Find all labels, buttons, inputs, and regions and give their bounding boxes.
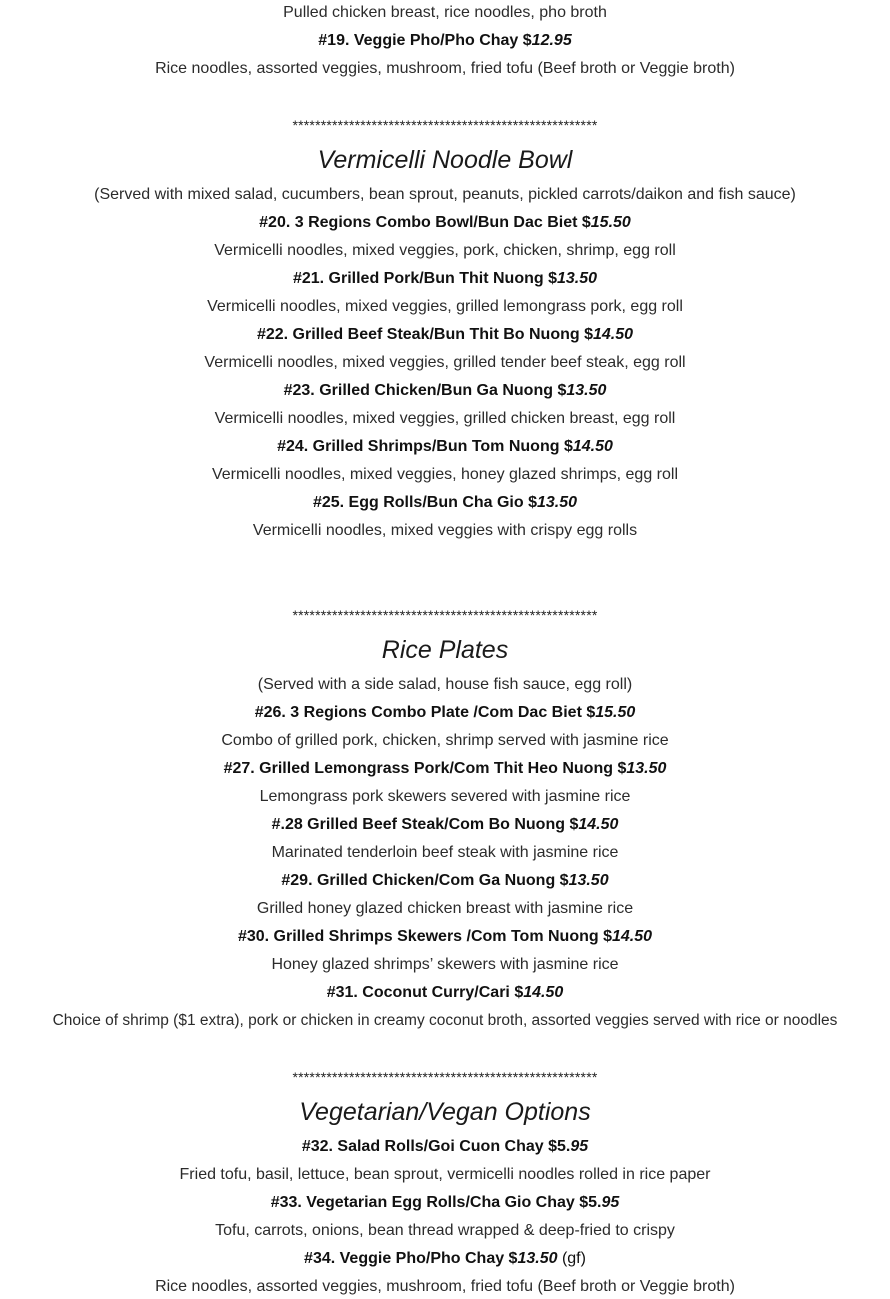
item-description: Vermicelli noodles, mixed veggies with crispy egg rolls: [252, 522, 638, 539]
menu-item-title: #32. Salad Rolls/Goi Cuon Chay $5.95: [301, 1138, 589, 1155]
section-divider: ******************************************************: [292, 1069, 598, 1085]
item-description: Rice noodles, assorted veggies, mushroom, fried tofu (Beef broth or Veggie broth): [155, 60, 735, 77]
item-description: Vermicelli noodles, mixed veggies, pork, chicken, shrimp, egg roll: [214, 242, 676, 259]
item-description: Fried tofu, basil, lettuce, bean sprout, vermicelli noodles rolled in rice paper: [179, 1166, 711, 1183]
item-description: Honey glazed shrimps’ skewers with jasmine rice: [271, 956, 619, 973]
item-description: Pulled chicken breast, rice noodles, pho broth: [283, 4, 607, 21]
menu-item-title: #21. Grilled Pork/Bun Thit Nuong $13.50: [292, 270, 598, 287]
section-note: (Served with mixed salad, cucumbers, bean sprout, peanuts, pickled carrots/daikon and fish sauce): [94, 186, 796, 203]
item-price: 14.50: [578, 816, 619, 833]
item-price: 95: [570, 1138, 589, 1155]
section-heading-vermicelli: Vermicelli Noodle Bowl: [317, 146, 573, 174]
item-price: 15.50: [590, 214, 631, 231]
item-price: 14.50: [593, 326, 634, 343]
menu-item-title: #25. Egg Rolls/Bun Cha Gio $13.50: [312, 494, 578, 511]
menu-item-title: #34. Veggie Pho/Pho Chay $13.50 (gf): [304, 1250, 586, 1267]
item-description: Vermicelli noodles, mixed veggies, grilled lemongrass pork, egg roll: [207, 298, 683, 315]
item-description: Tofu, carrots, onions, bean thread wrapped & deep-fried to crispy: [215, 1222, 675, 1239]
item-price: 14.50: [572, 438, 613, 455]
menu-item-title: #22. Grilled Beef Steak/Bun Thit Bo Nuong $14.50: [256, 326, 634, 343]
section-note: (Served with a side salad, house fish sauce, egg roll): [257, 676, 633, 693]
menu-item-title: #20. 3 Regions Combo Bowl/Bun Dac Biet $15.50: [259, 214, 631, 231]
section-heading-vegetarian: Vegetarian/Vegan Options: [299, 1098, 591, 1126]
item-description: Vermicelli noodles, mixed veggies, honey glazed shrimps, egg roll: [211, 466, 678, 483]
menu-item-title: #29. Grilled Chicken/Com Ga Nuong $13.50: [281, 872, 609, 889]
item-price: 12.95: [531, 32, 572, 49]
menu-item-title: #.28 Grilled Beef Steak/Com Bo Nuong $14.50: [271, 816, 619, 833]
menu-item-title: #23. Grilled Chicken/Bun Ga Nuong $13.50: [283, 382, 607, 399]
menu-item-title: #26. 3 Regions Combo Plate /Com Dac Biet $15.50: [254, 704, 636, 721]
menu-item-title: #19. Veggie Pho/Pho Chay $12.95: [318, 32, 572, 49]
item-description: Lemongrass pork skewers severed with jasmine rice: [259, 788, 631, 805]
item-price: 14.50: [611, 928, 653, 945]
item-description: Marinated tenderloin beef steak with jasmine rice: [271, 844, 619, 861]
section-divider: ******************************************************: [292, 117, 598, 133]
item-price: 13.50: [566, 382, 607, 399]
menu-item-title: #33. Vegetarian Egg Rolls/Cha Gio Chay $5.95: [270, 1194, 620, 1211]
item-price: 13.50: [568, 872, 609, 889]
section-heading-rice-plates: Rice Plates: [381, 636, 509, 664]
item-price: 14.50: [523, 984, 564, 1001]
item-price: 13.50: [537, 494, 578, 511]
menu-item-title: #24. Grilled Shrimps/Bun Tom Nuong $14.50: [277, 438, 613, 455]
item-price: 13.50: [517, 1250, 558, 1267]
item-description: Combo of grilled pork, chicken, shrimp served with jasmine rice: [221, 732, 669, 749]
section-divider: ******************************************************: [292, 607, 598, 623]
item-price: 95: [601, 1194, 620, 1211]
menu-item-title: #30. Grilled Shrimps Skewers /Com Tom Nuong $14.50: [237, 928, 653, 945]
item-description: Vermicelli noodles, mixed veggies, grilled chicken breast, egg roll: [214, 410, 676, 427]
item-price: 13.50: [556, 270, 598, 287]
menu-item-title: #31. Coconut Curry/Cari $14.50: [326, 984, 564, 1001]
item-price: 13.50: [626, 760, 667, 777]
item-description: Choice of shrimp ($1 extra), pork or chicken in creamy coconut broth, assorted veggies served with rice or noodles: [52, 1012, 838, 1029]
item-price: 15.50: [595, 704, 636, 721]
menu-item-title: #27. Grilled Lemongrass Pork/Com Thit Heo Nuong $13.50: [223, 760, 667, 777]
item-description: Rice noodles, assorted veggies, mushroom, fried tofu (Beef broth or Veggie broth): [155, 1278, 735, 1295]
item-description: Grilled honey glazed chicken breast with jasmine rice: [256, 900, 634, 917]
item-description: Vermicelli noodles, mixed veggies, grilled tender beef steak, egg roll: [204, 354, 686, 371]
